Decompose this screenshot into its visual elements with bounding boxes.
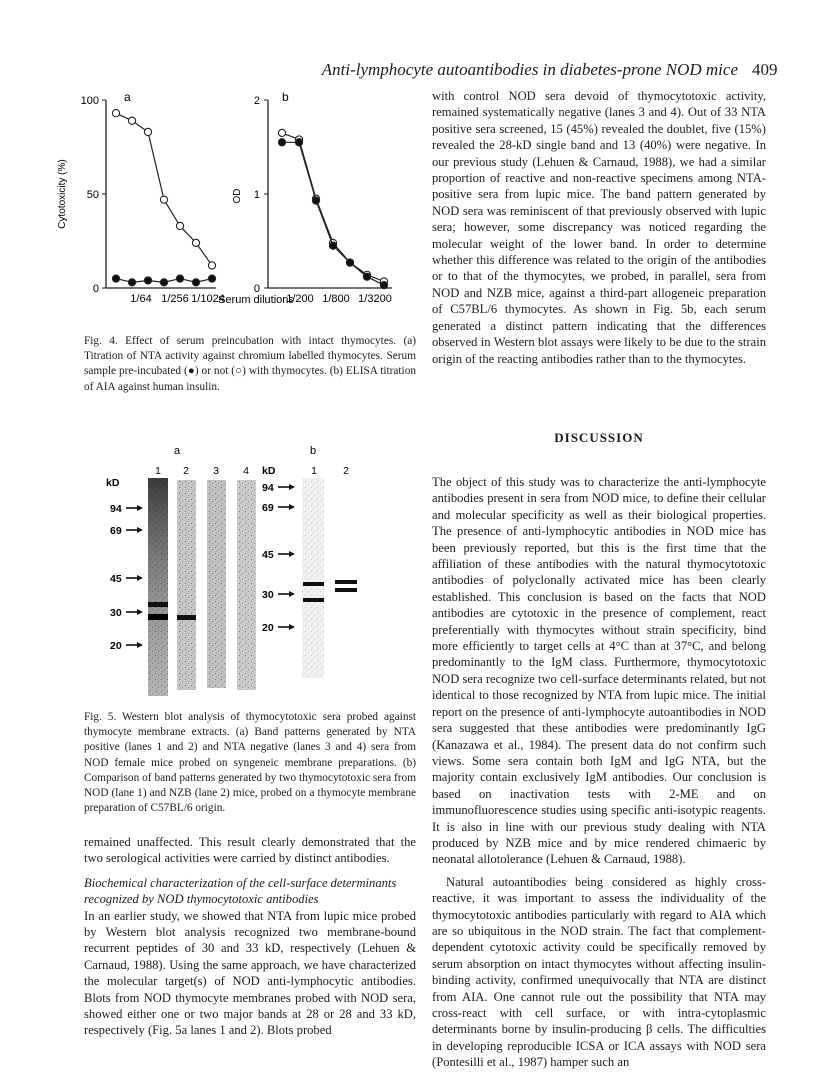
data-point-s1-2 xyxy=(144,277,151,284)
fig4b-ytick-0: 0 xyxy=(253,283,260,295)
marker-label-69: 69 xyxy=(110,525,122,537)
fig4-panel-a-label: a xyxy=(124,90,131,104)
marker-label-45: 45 xyxy=(110,573,122,585)
fig5b-band-2a xyxy=(335,580,357,584)
fig5a-markers xyxy=(110,503,143,652)
data-point-s1-5 xyxy=(192,279,199,286)
marker-label-20: 20 xyxy=(262,622,274,634)
page-number: 409 xyxy=(752,60,778,79)
figure-5-caption: Fig. 5. Western blot analysis of thymocytotoxic sera probed against thymocyte membrane extracts. (a) Band patterns generated by NTA positive (lanes 1 and 2) and NTA negative (lanes 3 and 4) sera from NOD female mice probed on syngeneic membrane preparations. (b) Comparison of band patterns generated by two thymocytotoxic sera from NOD (lane 1) and NZB (lane 2) mice, probed on a thymocyte membrane preparation of C57BL/6 origin. xyxy=(84,711,416,815)
fig4b-xtick-800: 1/800 xyxy=(322,293,350,305)
left-paragraph-1: remained unaffected. This result clearly demonstrated that the two serological activities were carried by distinct antibodies. xyxy=(84,835,416,866)
marker-arrowhead-30 xyxy=(289,591,295,597)
fig5b-markers xyxy=(262,482,295,634)
fig5a-band-28kd xyxy=(148,614,168,620)
marker-arrowhead-20 xyxy=(289,624,295,630)
data-point-s1-3 xyxy=(329,242,336,249)
data-point-s0-2 xyxy=(144,128,151,135)
data-point-s1-1 xyxy=(295,139,302,146)
fig5a-lane-2: 2 xyxy=(183,465,189,477)
left-paragraph-2: In an earlier study, we showed that NTA from lupic mice probed by Western blot analysis recognized two membrane-bound recurrent peptides of 30 and 33 kD, respectively (Lehuen & Carnaud, 1988). Using the same approach, we have characterized the molecular target(s) of NOD anti-lymphocytic antibodies. Blots from NOD thymocyte membranes probed with NOD sera, showed either one or two major bands at 28 or 28 and 33 kD, respectively (Fig. 5a lanes 1 and 2). Blots probed xyxy=(84,908,416,1038)
data-point-s0-1 xyxy=(128,117,135,124)
marker-arrowhead-20 xyxy=(137,642,143,648)
fig5a-lane-shade-4 xyxy=(237,480,256,690)
data-point-s1-3 xyxy=(160,279,167,286)
fig5b-lane-1: 1 xyxy=(311,465,317,477)
marker-label-30: 30 xyxy=(262,589,274,601)
fig4a-ytick-0: 0 xyxy=(92,283,99,295)
fig5-panel-a-label: a xyxy=(174,445,181,457)
fig5a-lane-1: 1 xyxy=(155,465,161,477)
fig4a-ylabel: Cytotoxicity (%) xyxy=(57,159,68,229)
fig5a-lane-3: 3 xyxy=(213,465,219,477)
fig4a-ytick-50: 50 xyxy=(86,189,99,201)
figure-4 xyxy=(57,88,416,308)
discussion-heading: DISCUSSION xyxy=(554,430,644,445)
figure-5 xyxy=(100,444,370,702)
fig5-panel-b-label: b xyxy=(310,445,317,457)
data-point-s1-2 xyxy=(312,197,319,204)
fig5b-band-1b xyxy=(303,598,324,602)
figure-4-caption: Fig. 4. Effect of serum preincubation with intact thymocytes. (a) Titration of NTA activity against chromium labelled thymocytes. Serum sample pre-incubated (●) or not (○) with thymocytes. (b) ELISA titration of AIA against human insulin. xyxy=(84,335,416,393)
fig4b-ytick-1: 1 xyxy=(253,189,260,201)
marker-label-20: 20 xyxy=(110,640,122,652)
marker-arrowhead-69 xyxy=(137,527,143,533)
fig5a-band-28kd-lane2 xyxy=(177,615,196,620)
right-paragraph-1: with control NOD sera devoid of thymocytotoxic activity, remained systematically negative (lanes 3 and 4). Out of 33 NTA positive sera screened, 15 (45%) revealed the doublet, five (15%) revealed the 28-kD single band and 13 (40%) were negative. In our previous study (Lehuen & Carnaud, 1988), we had a similar proportion of reactive and non-reactive specimens among NTA-positive sera from lupic mice. The band pattern generated by NOD sera was reminiscent of that previously observed with lupic sera; however, some discrepancy was noticed regarding the molecular weight of the lower band. In order to determine whether this difference was related to the origin of the antibodies or to that of the thymocytes, we probed, in parallel, sera from NOD and NZB mice, against a third-part allogeneic preparation of C57BL/6 thymocytes. As shown in Fig. 5b, each serum generated a distinct pattern indicating that the differences observed in Western blot assays were likely to be due to the strain origin of the reacting antibodies rather than to the thymocytes. xyxy=(432,89,766,366)
discussion-paragraph-1: The object of this study was to characterize the anti-lymphocyte antibodies present in sera from NOD mice, to define their cellular and molecular specificity as well as their biological properties. The presence of anti-lymphocytic antibodies in NOD mice has been previously reported, but this is the first time that the affiliation of these antibodies with the natural thymocytotoxic antibodies of polyclonally activated mice has been clearly established. This conclusion is based on the facts that NOD antibodies are cytotoxic in the presence of complement, react preferentially with thymocytes without strain specificity, bind more efficiently to target cells at 4°C than at 37°C, and belong predominantly to the IgM class. Furthermore, thymocytotoxic NOD sera recognize two cell-surface determinants related, but not identical to those recognized by NTA from lupic mice. The initial report on the presence of anti-lymphocyte autoantibodies in NOD sera suggested that these antibodies were predominantly IgG (Kanazawa et al., 1984). The present data do not confirm such views. Some sera contain both IgM and IgG NTA, but the majority contain exclusively IgM antibodies. Our conclusion is based on inactivation tests with 2-ME and on immunofluorescence studies using specific anti-isotypic reagents. It is also in line with our previous study dealing with NTA produced by NZB mice and by mice rendered chimaeric by neonatal allotolerance (Lehuen & Carnaud, 1988). xyxy=(432,475,766,867)
discussion-paragraph-2: Natural autoantibodies being considered as highly cross-reactive, it was important to assess the individuality of the thymocytotoxic antibodies particularly with regard to AIA which are so ubiquitous in the NOD strain. The fact that complement-dependent cytotoxic activity could be specifically removed by serum absorption on intact thymocytes without affecting insulin-binding activity, confirmed unequivocally that NTA are distinct from AIA. One cannot rule out the possibility that NTA may cross-react with cell surface, or with intra-cytoplasmic determinants borne by insulin-producing β cells. The difficulties in developing reproducible ICSA or ICA assays with NOD sera (Pontesilli et al., 1987) hamper such an xyxy=(432,874,766,1070)
fig5b-kd-label: kD xyxy=(262,465,276,477)
data-point-s0-0 xyxy=(278,129,285,136)
fig4b-ylabel: OD xyxy=(232,188,243,204)
data-point-s1-0 xyxy=(112,275,119,282)
fig5a-lane-shade-3 xyxy=(207,480,226,688)
fig4-panel-b-label: b xyxy=(282,90,289,104)
fig5b-lane-2: 2 xyxy=(343,465,349,477)
fig4-xlabel: Serum dilutions xyxy=(218,294,294,306)
fig4b-plot xyxy=(278,129,387,288)
series-line-0 xyxy=(282,133,384,282)
fig5a-kd-label: kD xyxy=(106,477,120,489)
fig5a-lane-shade-2 xyxy=(177,480,196,690)
data-point-s0-3 xyxy=(160,196,167,203)
fig5a-band-33kd xyxy=(148,602,168,607)
data-point-s1-5 xyxy=(363,273,370,280)
marker-arrowhead-69 xyxy=(289,504,295,510)
data-point-s1-4 xyxy=(346,259,353,266)
data-point-s0-0 xyxy=(112,110,119,117)
fig4a-ytick-100: 100 xyxy=(80,95,99,107)
fig4a-plot xyxy=(112,110,215,286)
marker-arrowhead-94 xyxy=(137,505,143,511)
fig5b-band-2b xyxy=(335,588,357,592)
fig5a-lane-shade-1 xyxy=(148,478,168,696)
data-point-s1-0 xyxy=(278,139,285,146)
marker-label-94: 94 xyxy=(110,503,122,515)
marker-label-69: 69 xyxy=(262,502,274,514)
marker-label-45: 45 xyxy=(262,549,274,561)
fig4b-xtick-200: 1/200 xyxy=(286,293,314,305)
marker-arrowhead-45 xyxy=(137,575,143,581)
running-title: Anti-lymphocyte autoantibodies in diabetes-prone NOD mice xyxy=(321,60,738,79)
marker-arrowhead-94 xyxy=(289,484,295,490)
marker-arrowhead-30 xyxy=(137,609,143,615)
fig4b-xtick-3200: 1/3200 xyxy=(358,293,392,305)
data-point-s1-1 xyxy=(128,279,135,286)
data-point-s0-5 xyxy=(192,239,199,246)
data-point-s1-4 xyxy=(176,275,183,282)
fig5b-band-1a xyxy=(303,582,324,586)
marker-label-94: 94 xyxy=(262,482,274,494)
fig4b-ytick-2: 2 xyxy=(253,95,260,107)
fig4a-xtick-1024: 1/1024 xyxy=(191,293,225,305)
marker-label-30: 30 xyxy=(110,607,122,619)
data-point-s0-4 xyxy=(176,222,183,229)
fig5b-lanes xyxy=(302,478,357,678)
data-point-s1-6 xyxy=(208,275,215,282)
fig4a-xtick-256: 1/256 xyxy=(161,293,189,305)
section-subheading: Biochemical characterization of the cell-surface determinants recognized by NOD thymocytotoxic antibodies xyxy=(84,875,397,907)
data-point-s0-6 xyxy=(208,262,215,269)
data-point-s1-6 xyxy=(380,282,387,289)
series-line-1 xyxy=(282,142,384,285)
fig4a-xtick-64: 1/64 xyxy=(130,293,152,305)
fig5a-lanes xyxy=(148,478,256,696)
fig5b-lane-strip-1 xyxy=(302,478,324,678)
fig5a-lane-4: 4 xyxy=(243,465,249,477)
marker-arrowhead-45 xyxy=(289,551,295,557)
